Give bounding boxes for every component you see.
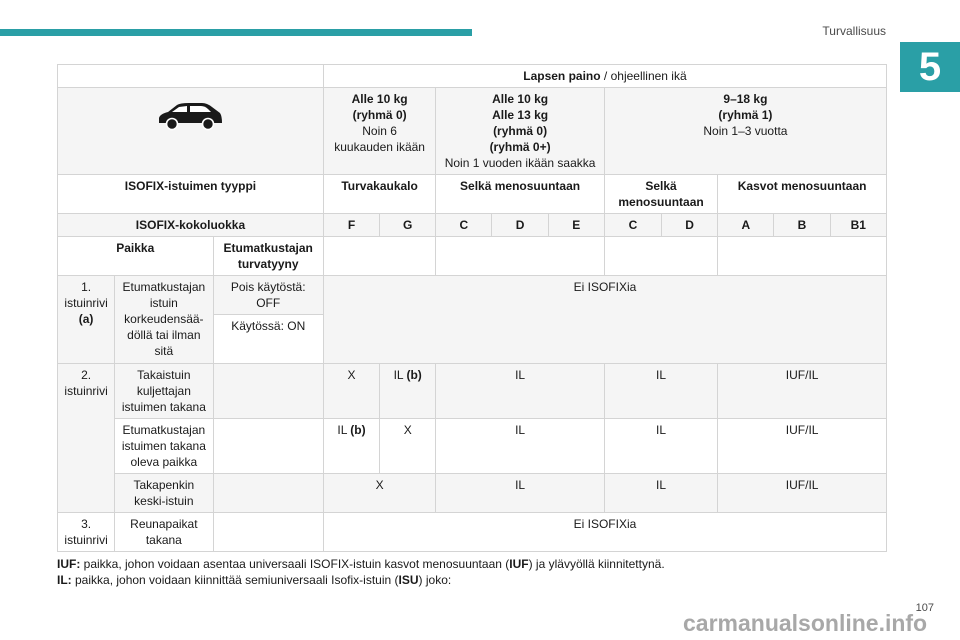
value-cell: IL [436, 419, 605, 474]
header-accent-bar [0, 29, 472, 36]
class-cell: C [436, 214, 492, 237]
value-cell: IL [604, 364, 717, 419]
car-cell [58, 88, 324, 175]
airbag-on: Käytössä: ON [213, 315, 323, 364]
value-cell: X [323, 474, 435, 513]
airbag-label: Etumatkustajan turvatyyny [213, 237, 323, 276]
group0plus-header: Alle 10 kg Alle 13 kg (ryhmä 0) (ryhmä 0+) Noin 1 vuoden ikään saakka [436, 88, 605, 175]
row2-center [58, 474, 887, 513]
isofix-table [57, 64, 887, 552]
class-cell: B [774, 214, 830, 237]
page-number: 107 [915, 602, 934, 614]
rear-center-seat: Takapenkin keski-istuin [115, 474, 213, 513]
row3-seat: Reunapaikat takana [115, 513, 213, 552]
value-cell: X [380, 419, 436, 474]
weight-groups-row [58, 88, 887, 175]
seat-type-row [58, 175, 887, 214]
weight-header-row [58, 65, 887, 88]
value-cell: IL [604, 474, 717, 513]
row1-no-isofix: Ei ISOFIXia [323, 276, 886, 364]
value-cell: IUF/IL [718, 364, 887, 419]
row1-seat: Etumatkustajan istuin korkeudensää- döllä tai ilman sitä [115, 276, 213, 364]
group0-header: Alle 10 kg (ryhmä 0) Noin 6 kuukauden ikään [323, 88, 435, 175]
value-cell: IUF/IL [718, 419, 887, 474]
note-il: IL: paikka, johon voidaan kiinnittää semiuniversaali Isofix-istuin (ISU) joko: [57, 573, 452, 587]
row1-label: 1. istuinrivi (a) [58, 276, 115, 364]
note-iuf: IUF: paikka, johon voidaan asentaa universaali ISOFIX-istuin kasvot menosuuntaan (IUF) ja ylävyöllä kiinnitettynä. [57, 557, 665, 571]
airbag-off: Pois käytöstä: OFF [213, 276, 323, 315]
class-cell: C [604, 214, 661, 237]
value-cell: IL [436, 364, 605, 419]
type-rear-facing-2: Selkä menosuuntaan [604, 175, 717, 214]
class-cell: D [662, 214, 718, 237]
value-cell: IUF/IL [718, 474, 887, 513]
class-cell: F [323, 214, 379, 237]
row3-label: 3. istuinrivi [58, 513, 115, 552]
class-cell: B1 [830, 214, 886, 237]
class-cell: A [718, 214, 774, 237]
watermark: carmanualsonline.info [683, 610, 928, 636]
seat-behind-driver: Takaistuin kuljettajan istuimen takana [115, 364, 213, 419]
chapter-tab: 5 [900, 42, 960, 92]
type-carrycot: Turvakaukalo [323, 175, 435, 214]
class-label: ISOFIX-kokoluokka [58, 214, 324, 237]
row2-label: 2. istuinrivi [58, 364, 115, 513]
type-label: ISOFIX-istuimen tyyppi [58, 175, 324, 214]
value-cell: X [323, 364, 379, 419]
place-label: Paikka [58, 237, 214, 276]
seat-behind-passenger: Etumatkustajan istuimen takana oleva paikka [115, 419, 213, 474]
value-cell: IL (b) [380, 364, 436, 419]
place-header-row [58, 237, 887, 276]
value-cell: IL [436, 474, 605, 513]
row3-no-isofix: Ei ISOFIXia [323, 513, 886, 552]
value-cell: IL (b) [323, 419, 379, 474]
type-rear-facing: Selkä menosuuntaan [436, 175, 605, 214]
row1-airbag-off [58, 276, 887, 315]
class-cell: G [380, 214, 436, 237]
row2-behind-passenger [58, 419, 887, 474]
car-side-icon [156, 120, 224, 134]
size-class-row [58, 214, 887, 237]
row2-behind-driver [58, 364, 887, 419]
section-title: Turvallisuus [822, 24, 886, 38]
class-cell: E [548, 214, 604, 237]
class-cell: D [492, 214, 548, 237]
row3 [58, 513, 887, 552]
type-forward-facing: Kasvot menosuuntaan [718, 175, 887, 214]
group1-header: 9–18 kg (ryhmä 1) Noin 1–3 vuotta [604, 88, 886, 175]
value-cell: IL [604, 419, 717, 474]
weight-header: Lapsen paino / ohjeellinen ikä [323, 65, 886, 88]
